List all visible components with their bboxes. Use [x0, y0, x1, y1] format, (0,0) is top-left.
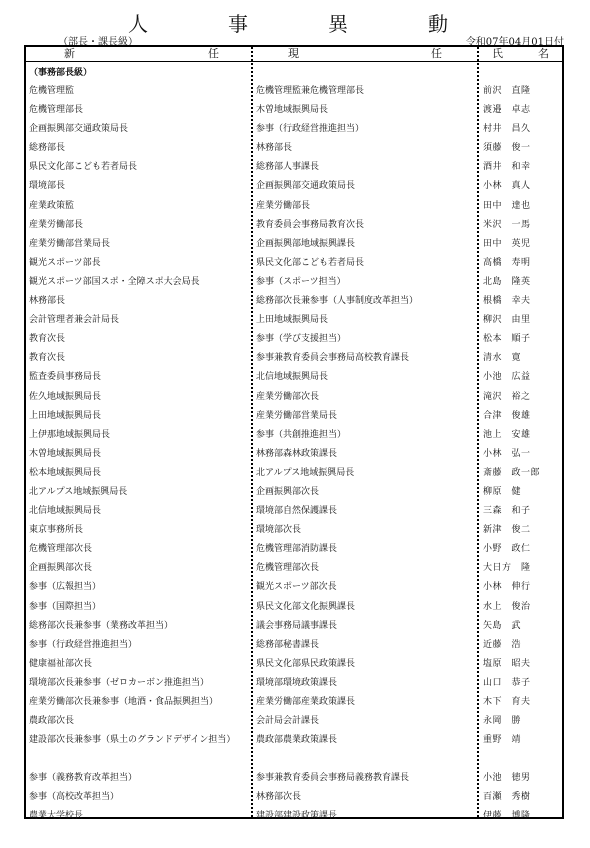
new-post-cell: 産業政策監 — [29, 200, 75, 211]
new-post-cell: 松本地域振興局長 — [29, 467, 102, 478]
effective-date: 令和07年04月01日付 — [465, 37, 564, 48]
person-name-cell: 田中 達也 — [483, 200, 531, 211]
current-post-cell: 上田地域振興局長 — [256, 315, 329, 326]
new-post-cell: 参事（行政経営推進担当） — [29, 639, 138, 650]
new-post-cell: 企画振興部交通政策局長 — [29, 124, 129, 135]
current-post-cell: 教育委員会事務局教育次長 — [256, 219, 365, 230]
current-post-cell: 総務部秘書課長 — [256, 639, 320, 650]
new-post-cell: 会計管理者兼会計局長 — [29, 315, 120, 326]
person-name-cell: 清水 寛 — [483, 353, 522, 364]
person-name-cell: 斎藤 政一郎 — [483, 467, 541, 478]
table-row — [26, 463, 562, 482]
current-post-cell: 議会事務局議事課長 — [256, 620, 338, 631]
table-row — [26, 310, 562, 329]
new-post-cell: 建設部次長兼参事（県土のグランドデザイン担当） — [29, 735, 236, 746]
current-post-cell: 参事（共創推進担当） — [256, 429, 347, 440]
person-name-cell: 高橋 寿明 — [483, 257, 531, 268]
title-char: 事 — [228, 12, 248, 36]
current-post-cell: 総務部人事課長 — [256, 162, 320, 173]
new-post-cell: 農業大学校長 — [29, 811, 84, 822]
table-row — [26, 367, 562, 386]
new-post-cell: 佐久地域振興局長 — [29, 391, 102, 402]
new-post-cell: 観光スポーツ部長 — [29, 257, 101, 268]
new-post-cell: 農政部次長 — [29, 716, 75, 727]
document-subtitle: （部長・課長級） — [58, 37, 138, 48]
current-post-cell: 危機管理監兼危機管理部長 — [256, 86, 365, 96]
table-row — [26, 291, 562, 310]
person-name-cell: 根橋 幸夫 — [483, 296, 531, 307]
current-post-cell: 会計局会計課長 — [256, 716, 320, 727]
person-name-cell: 伊藤 博隆 — [483, 811, 531, 822]
table-row — [26, 329, 562, 348]
table-row — [26, 272, 562, 291]
current-post-cell: 県民文化部文化振興課長 — [256, 601, 356, 612]
current-post-cell: 参事兼教育委員会事務局高校教育課長 — [256, 353, 410, 364]
person-name-cell: 須藤 俊一 — [483, 143, 531, 154]
table-row — [26, 348, 562, 367]
person-name-cell: 合津 俊雄 — [483, 410, 531, 421]
new-post-cell: 参事（高校改革担当） — [29, 792, 120, 803]
person-name-cell: 渡邉 卓志 — [483, 105, 531, 116]
header-current-right: 任 — [431, 47, 442, 60]
person-name-cell: 新津 俊二 — [483, 525, 531, 536]
current-post-cell: 環境部次長 — [256, 525, 302, 536]
current-post-cell: 参事（学び支援担当） — [256, 334, 347, 345]
table-row — [26, 806, 562, 825]
table-row — [26, 406, 562, 425]
table-row — [26, 577, 562, 596]
new-post-cell: 参事（義務教育改革担当） — [29, 773, 138, 784]
table-row — [26, 387, 562, 406]
current-post-cell: 環境部自然保護課長 — [256, 506, 338, 517]
table-row — [26, 119, 562, 138]
person-name-cell: 水上 俊治 — [483, 601, 531, 612]
new-post-cell: 県民文化部こども若者局長 — [29, 162, 138, 173]
new-post-cell: 東京事務所長 — [29, 525, 84, 536]
current-post-cell: 企画振興部次長 — [256, 486, 320, 497]
person-name-cell: 近藤 浩 — [483, 639, 522, 650]
person-name-cell: 松本 順子 — [483, 334, 531, 345]
table-row — [26, 234, 562, 253]
new-post-cell: 企画振興部次長 — [29, 563, 93, 574]
person-name-cell: 小林 弘一 — [483, 448, 531, 459]
person-name-cell: 小林 真人 — [483, 181, 531, 192]
current-post-cell: 産業労働部営業局長 — [256, 410, 338, 421]
current-post-cell: 産業労働部長 — [256, 200, 311, 211]
current-post-cell: 参事（行政経営推進担当） — [256, 124, 365, 135]
table-row — [26, 520, 562, 539]
new-post-cell: 観光スポーツ部国スポ・全障スポ大会局長 — [29, 276, 200, 287]
person-name-cell: 山口 恭子 — [483, 677, 531, 688]
person-name-cell: 大日方 隆 — [483, 563, 531, 574]
person-name-cell: 小池 広益 — [483, 372, 531, 383]
current-post-cell: 環境部環境政策課長 — [256, 677, 338, 688]
document-title — [128, 10, 448, 38]
table-row — [26, 711, 562, 730]
new-post-cell: 教育次長 — [29, 334, 66, 345]
person-name-cell: 北島 隆英 — [483, 276, 531, 287]
table-row — [26, 692, 562, 711]
table-row — [26, 654, 562, 673]
header-name-left: 氏 — [492, 47, 503, 60]
current-post-cell: 北アルプス地域振興局長 — [256, 467, 355, 478]
table-row — [26, 482, 562, 501]
current-post-cell: 林務部長 — [256, 143, 293, 154]
table-row — [26, 138, 562, 157]
current-post-cell: 林務部森林政策課長 — [256, 448, 338, 459]
person-name-cell: 三森 和子 — [483, 506, 531, 517]
table-header — [26, 47, 562, 62]
table-row — [26, 196, 562, 215]
current-post-cell: 建設部建設政策課長 — [256, 811, 338, 822]
table-row — [26, 501, 562, 520]
table-row — [26, 597, 562, 616]
current-post-cell: 参事（スポーツ担当） — [256, 276, 346, 287]
table-row — [26, 425, 562, 444]
new-post-cell: 林務部長 — [29, 296, 66, 307]
table-row — [26, 768, 562, 787]
title-char: 動 — [428, 12, 448, 36]
person-name-cell: 矢島 武 — [483, 620, 522, 631]
new-post-cell: 上伊那地域振興局長 — [29, 429, 111, 440]
table-row — [26, 100, 562, 119]
table-row — [26, 558, 562, 577]
current-post-cell: 産業労働部産業政策課長 — [256, 697, 356, 707]
current-post-cell: 県民文化部こども若者局長 — [256, 257, 365, 268]
table-row — [26, 157, 562, 176]
personnel-table — [24, 45, 564, 822]
current-post-cell: 農政部農業政策課長 — [256, 735, 338, 746]
person-name-cell: 小野 政仁 — [483, 544, 531, 555]
table-row — [26, 539, 562, 558]
person-name-cell: 重野 靖 — [483, 735, 522, 746]
current-post-cell: 観光スポーツ部次長 — [256, 582, 337, 593]
new-post-cell: 健康福祉部次長 — [29, 658, 93, 669]
person-name-cell: 米沢 一馬 — [483, 219, 531, 230]
header-new-right: 任 — [208, 47, 219, 60]
title-char: 異 — [328, 12, 348, 36]
new-post-cell: 産業労働部営業局長 — [29, 238, 111, 249]
new-post-cell: 教育次長 — [29, 353, 66, 364]
current-post-cell: 林務部次長 — [256, 792, 302, 803]
current-post-cell: 北信地域振興局長 — [256, 372, 329, 383]
current-post-cell: 産業労働部次長 — [256, 391, 320, 402]
new-post-cell: 木曽地域振興局長 — [29, 448, 102, 459]
new-post-cell: 危機管理監 — [29, 86, 75, 96]
table-row — [26, 444, 562, 463]
new-post-cell: 上田地域振興局長 — [29, 410, 102, 421]
table-row — [26, 730, 562, 768]
person-name-cell: 前沢 直隆 — [483, 86, 531, 96]
table-row — [26, 253, 562, 272]
new-post-cell: 危機管理部次長 — [29, 544, 93, 555]
current-post-cell: 県民文化部県民政策課長 — [256, 658, 356, 669]
header-new-left: 新 — [64, 47, 75, 60]
current-post-cell: 企画振興部地域振興課長 — [256, 238, 356, 249]
table-row — [26, 616, 562, 635]
new-post-cell: 参事（国際担当） — [29, 601, 102, 612]
new-post-cell: 監査委員事務局長 — [29, 372, 102, 383]
title-char: 人 — [128, 12, 148, 36]
new-post-cell: 総務部次長兼参事（業務改革担当） — [29, 620, 174, 631]
new-post-cell: 環境部長 — [29, 181, 66, 192]
current-post-cell: 危機管理部次長 — [256, 563, 320, 574]
current-post-cell: 参事兼教育委員会事務局義務教育課長 — [256, 773, 410, 784]
new-post-cell: 産業労働部長 — [29, 219, 84, 230]
person-name-cell: 滝沢 裕之 — [483, 391, 531, 402]
table-row — [26, 635, 562, 654]
header-current-left: 現 — [288, 47, 299, 60]
new-post-cell: 北信地域振興局長 — [29, 506, 102, 517]
person-name-cell: 塩原 昭夫 — [483, 658, 531, 669]
person-name-cell: 柳沢 由里 — [483, 315, 531, 326]
person-name-cell: 小林 伸行 — [483, 582, 531, 593]
person-name-cell: 小池 徳男 — [483, 773, 531, 784]
header-name-right: 名 — [538, 47, 549, 60]
table-body — [26, 81, 562, 825]
new-post-cell: 北アルプス地域振興局長 — [29, 486, 128, 497]
new-post-cell: 総務部長 — [29, 143, 66, 154]
table-row — [26, 787, 562, 806]
person-name-cell: 柳原 健 — [483, 486, 522, 497]
person-name-cell: 木下 育夫 — [483, 697, 531, 707]
new-post-cell: 環境部次長兼参事（ゼロカーボン推進担当） — [29, 677, 210, 688]
new-post-cell: 産業労働部次長兼参事（地酒・食品振興担当） — [29, 697, 219, 707]
person-name-cell: 永岡 勝 — [483, 716, 522, 727]
person-name-cell: 池上 安雄 — [483, 429, 531, 440]
new-post-cell: 危機管理部長 — [29, 105, 84, 116]
person-name-cell: 酒井 和幸 — [483, 162, 531, 173]
section-label: （事務部長級） — [29, 68, 93, 78]
current-post-cell: 木曽地域振興局長 — [256, 105, 329, 116]
new-post-cell: 参事（広報担当） — [29, 582, 102, 593]
table-row — [26, 176, 562, 195]
table-row — [26, 215, 562, 234]
current-post-cell: 総務部次長兼参事（人事制度改革担当） — [256, 296, 419, 307]
table-row — [26, 673, 562, 692]
current-post-cell: 企画振興部交通政策局長 — [256, 181, 356, 192]
person-name-cell: 百瀬 秀樹 — [483, 792, 531, 803]
person-name-cell: 田中 英児 — [483, 238, 531, 249]
table-row — [26, 81, 562, 100]
person-name-cell: 村井 昌久 — [483, 124, 531, 135]
current-post-cell: 危機管理部消防課長 — [256, 544, 338, 555]
